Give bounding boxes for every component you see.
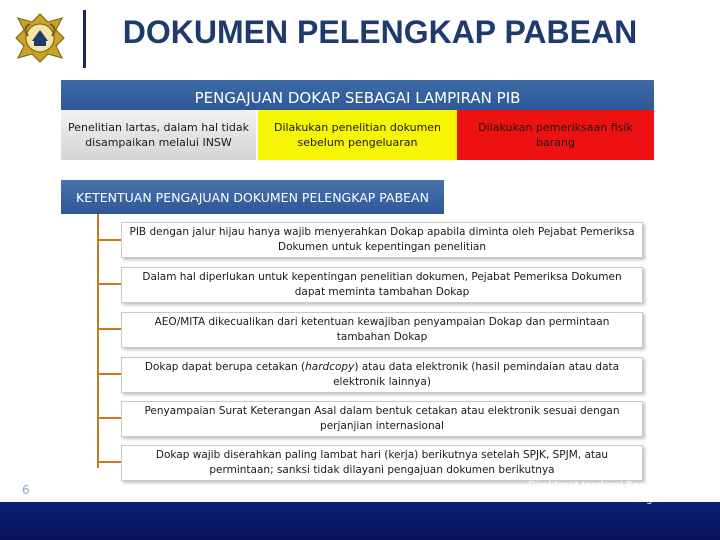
list-item-text: AEO/MITA dikecualikan dari ketentuan kewajiban penyampaian Dokap dan permintaan tambahan Dokap [154,316,610,343]
box-pemeriksaan-fisik: Dilakukan pemeriksaan fisik barang [457,110,654,160]
footer-bar [0,502,720,540]
list-item [121,222,643,258]
tree-branch [97,239,123,241]
org-line-2: Kementerian Keuangan RI [548,494,678,505]
list-item-text-part: ) atau data elektronik (hasil pemindaian atau data elektronik lainnya) [333,361,620,388]
box-penelitian-dokumen: Dilakukan penelitian dokumen sebelum pengeluaran [258,110,457,160]
lampiran-banner: PENGAJUAN DOKAP SEBAGAI LAMPIRAN PIB [61,80,654,112]
list-item [121,312,643,348]
tree-branch [97,461,123,463]
organization-label [528,479,698,507]
list-item [121,357,643,393]
hardcopy-term: hardcopy [305,361,355,373]
tree-branch [97,373,123,375]
list-item [121,267,643,303]
tree-branch [97,283,123,285]
list-item-text-part: Dokap dapat berupa cetakan ( [144,361,306,373]
list-item-text: Dokap wajib diserahkan paling lambat hari (kerja) berikutnya setelah SPJK, SPJM, atau permintaan; sanksi tidak dilayani pengajuan dokumen berikutnya [155,449,609,476]
list-item-text: PIB dengan jalur hijau hanya wajib menyerahkan Dokap apabila diminta oleh Pejabat Pemeriksa Dokumen untuk kepentingan penelitian [129,226,635,253]
customs-emblem-icon [10,8,70,68]
slide-title: DOKUMEN PELENGKAP PABEAN [122,14,638,50]
list-item-text: Penyampaian Surat Keterangan Asal dalam bentuk cetakan atau elektronik sesuai dengan perjanjian internasional [144,405,620,432]
org-line-1: Direktorat Jenderal Bea dan Cukai [528,480,698,491]
tree-branch [97,328,123,330]
list-item [121,401,643,437]
list-item-text [128,360,636,390]
tree-branch [97,417,123,419]
title-divider [83,10,86,68]
list-item-text: Dalam hal diperlukan untuk kepentingan penelitian dokumen, Pejabat Pemeriksa Dokumen dapat meminta tambahan Dokap [142,271,622,298]
tree-connector [97,214,99,468]
box-penelitian-lartas: Penelitian lartas, dalam hal tidak disampaikan melalui INSW [61,110,258,160]
page-number: 6 [22,483,30,497]
list-item [121,445,643,481]
section-header: KETENTUAN PENGAJUAN DOKUMEN PELENGKAP PABEAN [61,180,444,214]
